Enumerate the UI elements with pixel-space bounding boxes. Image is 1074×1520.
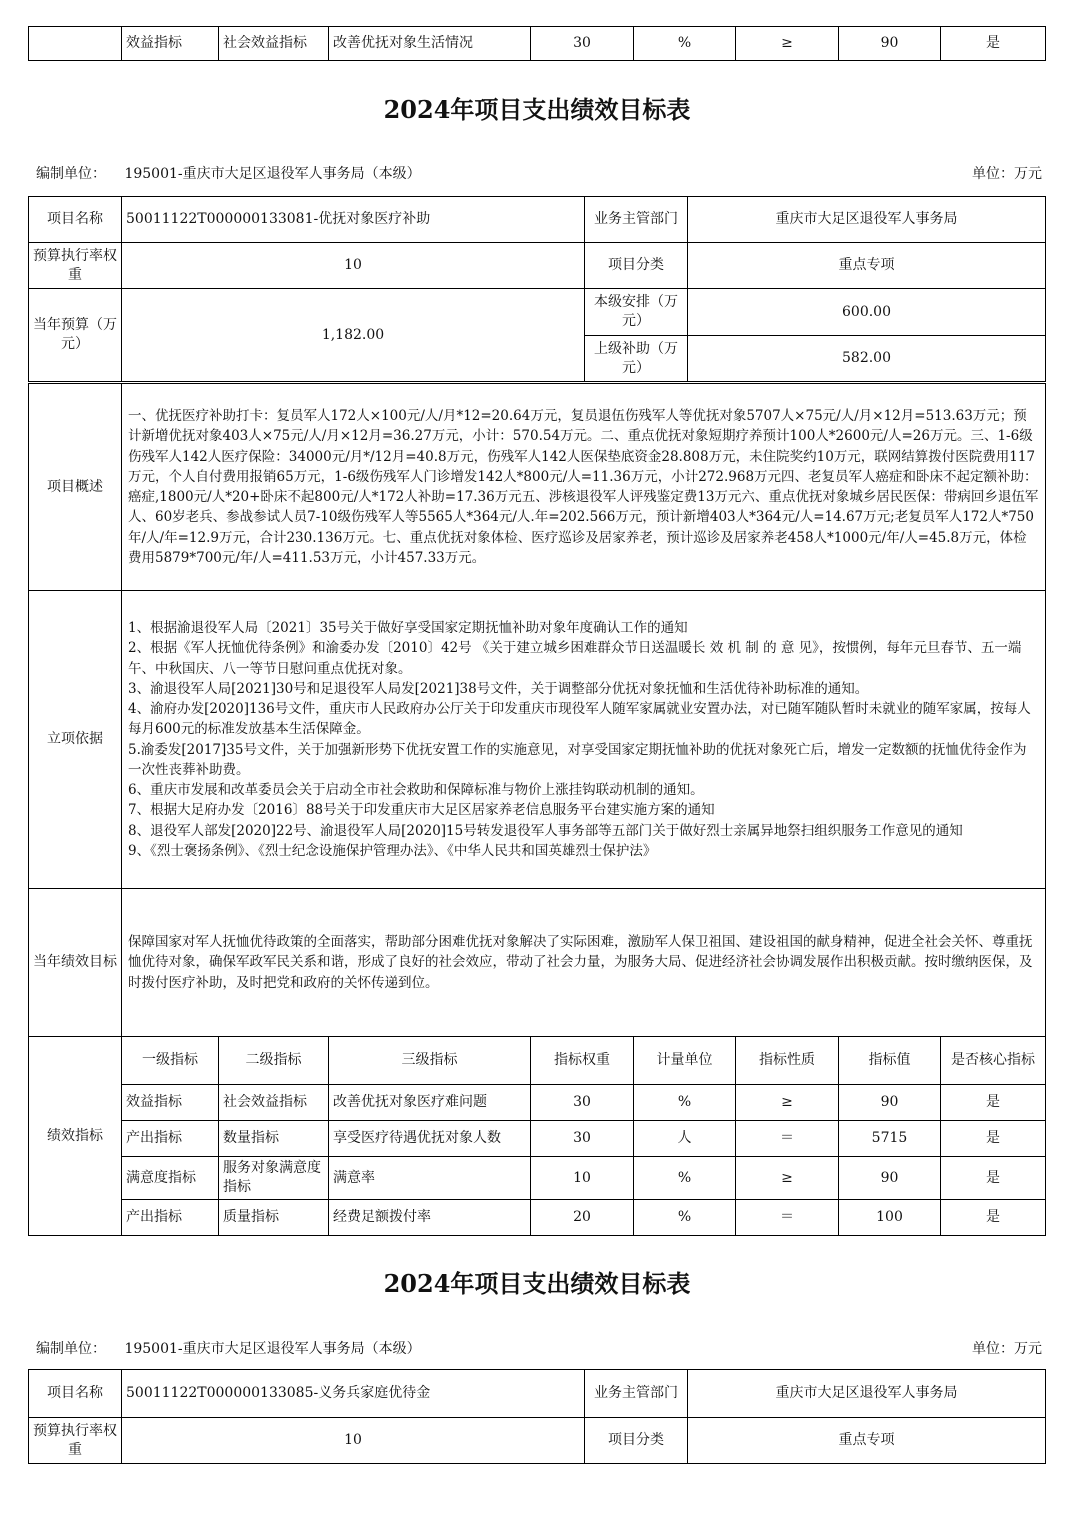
exec-weight-value: 10: [122, 243, 585, 289]
level1-cell: 效益指标: [122, 1085, 219, 1121]
level3-cell: 经费足额拨付率: [329, 1200, 531, 1236]
dept-value: 重庆市大足区退役军人事务局: [688, 197, 1046, 243]
header-cell: 一级指标: [122, 1037, 219, 1085]
table-row: [29, 384, 1046, 591]
header-cell: 指标性质: [736, 1037, 839, 1085]
basis-item: 2、根据《军人抚恤优待条例》和渝委办发〔2010〕42号 《关于建立城乡困难群众节日送温暖长 效 机 制 的 意 见》，按惯例，每年元旦春节、五一端午、中秋国庆、八一等节日慰问重点优抚对象。: [128, 640, 1022, 677]
compiler-unit-2: [36, 1338, 421, 1358]
table-row: [29, 1370, 1046, 1418]
value-cell: 90: [839, 1157, 941, 1200]
category-label: 项目分类: [585, 1418, 688, 1464]
compiler-unit-value: 195001-重庆市大足区退役军人事务局（本级）: [124, 1341, 421, 1357]
project-name-label: 项目名称: [29, 1370, 122, 1418]
basis-text: [122, 591, 1046, 889]
compiler-unit-value: 195001-重庆市大足区退役军人事务局（本级）: [124, 166, 421, 182]
table-row: [29, 289, 1046, 336]
unit-cell: %: [634, 1085, 736, 1121]
compiler-unit-label: 编制单位：: [36, 166, 106, 182]
nature-cell: ＝: [736, 1121, 839, 1157]
goal-label: 当年绩效目标: [29, 889, 122, 1037]
table-row: [29, 1121, 1046, 1157]
compiler-unit: [36, 163, 421, 183]
weight-cell: 30: [531, 27, 634, 61]
weight-cell: 30: [531, 1085, 634, 1121]
category-value: 重点专项: [688, 1418, 1046, 1464]
basis-item: 5.渝委发[2017]35号文件，关于加强新形势下优抚安置工作的实施意见，对享受国家定期抚恤补助的优抚对象死亡后，增发一定数额的抚恤优待金作为一次性丧葬补助费。: [128, 741, 1027, 778]
level2-cell: 数量指标: [219, 1121, 329, 1157]
basis-item: 9、《烈士褒扬条例》、《烈士纪念设施保护管理办法》、《中华人民共和国英雄烈士保护法》: [128, 842, 657, 859]
dept-label: 业务主管部门: [585, 1370, 688, 1418]
header-cell: 三级指标: [329, 1037, 531, 1085]
weight-cell: 10: [531, 1157, 634, 1200]
compiler-unit-label: 编制单位：: [36, 1341, 106, 1357]
header-cell: 二级指标: [219, 1037, 329, 1085]
page-title: 2024年项目支出绩效目标表: [383, 95, 691, 124]
core-cell: 是: [941, 1200, 1046, 1236]
category-label: 项目分类: [585, 243, 688, 289]
level2-cell: 社会效益指标: [219, 1085, 329, 1121]
level2-cell: 服务对象满意度指标: [219, 1157, 329, 1200]
table-row: [29, 197, 1046, 243]
level2-cell: 社会效益指标: [219, 27, 329, 61]
weight-cell: 20: [531, 1200, 634, 1236]
level1-cell: 产出指标: [122, 1200, 219, 1236]
weight-cell: 30: [531, 1121, 634, 1157]
project-name-value: 50011122T000000133081-优抚对象医疗补助: [122, 197, 585, 243]
basis-item: 6、重庆市发展和改革委员会关于启动全市社会救助和保障标准与物价上涨挂钩联动机制的通知。: [128, 782, 704, 798]
nature-cell: ≥: [736, 27, 839, 61]
unit-cell: %: [634, 1200, 736, 1236]
project-name-label: 项目名称: [29, 197, 122, 243]
unit-cell: 人: [634, 1121, 736, 1157]
basis-item: 1、根据渝退役军人局〔2021〕35号关于做好享受国家定期抚恤补助对象年度确认工作的通知: [128, 620, 688, 636]
level1-cell: 效益指标: [122, 27, 219, 61]
project-detail-table: [28, 383, 1046, 1037]
empty-cell: [29, 27, 122, 61]
upper-label: 上级补助（万元）: [585, 336, 688, 382]
core-cell: 是: [941, 27, 1046, 61]
performance-table: [28, 1036, 1046, 1236]
overview-label: 项目概述: [29, 384, 122, 591]
header-cell: 是否核心指标: [941, 1037, 1046, 1085]
table-row: [29, 591, 1046, 889]
level3-cell: 改善优抚对象生活情况: [329, 27, 531, 61]
exec-weight-label: 预算执行率权重: [29, 1418, 122, 1464]
unit-cell: %: [634, 1157, 736, 1200]
basis-item: 3、渝退役军人局[2021]30号和足退役军人局发[2021]38号文件，关于调整部分优抚对象抚恤和生活优待补助标准的通知。: [128, 680, 869, 697]
basis-label: 立项依据: [29, 591, 122, 889]
header-cell: 指标值: [839, 1037, 941, 1085]
local-value: 600.00: [688, 289, 1046, 336]
basis-item: 4、渝府办发[2020]136号文件，重庆市人民政府办公厅关于印发重庆市现役军人随军家属就业安置办法，对已随军随队暂时未就业的随军家属，按每人每月600元的标准发放基本生活保障金。: [128, 701, 1031, 738]
top-indicator-table: [28, 26, 1046, 61]
project-info-table: [28, 196, 1046, 382]
local-label: 本级安排（万元）: [585, 289, 688, 336]
goal-text: 保障国家对军人抚恤优待政策的全面落实，帮助部分困难优抚对象解决了实际困难，激励军人保卫祖国、建设祖国的献身精神，促进全社会关怀、尊重抚恤优待对象，确保军政军民关系和谐，形成了良好的社会效应，带动了社会力量，为服务大局、促进经济社会协调发展作出积极贡献。按时缴纳医保，及时拨付医疗补助，及时把党和政府的关怀传递到位。: [122, 889, 1046, 1037]
perf-label: 绩效指标: [29, 1037, 122, 1236]
table-row: [29, 1085, 1046, 1121]
header-cell: 计量单位: [634, 1037, 736, 1085]
basis-item: 8、退役军人部发[2020]22号、渝退役军人局[2020]15号转发退役军人事务部等五部门关于做好烈士亲属异地祭扫组织服务工作意见的通知: [128, 822, 963, 839]
level1-cell: 产出指标: [122, 1121, 219, 1157]
level3-cell: 满意率: [329, 1157, 531, 1200]
table-row: [29, 243, 1046, 289]
core-cell: 是: [941, 1121, 1046, 1157]
table-row: [29, 1157, 1046, 1200]
table-header-row: [29, 1037, 1046, 1085]
level2-cell: 质量指标: [219, 1200, 329, 1236]
nature-cell: ≥: [736, 1085, 839, 1121]
exec-weight-label: 预算执行率权重: [29, 243, 122, 289]
unit-cell: %: [634, 27, 736, 61]
core-cell: 是: [941, 1085, 1046, 1121]
budget-value: 1,182.00: [122, 289, 585, 382]
nature-cell: ＝: [736, 1200, 839, 1236]
table-row: [29, 27, 1046, 61]
money-unit: 单位：万元: [972, 166, 1042, 182]
basis-item: 7、根据大足府办发〔2016〕88号关于印发重庆市大足区居家养老信息服务平台建实施方案的通知: [128, 802, 715, 819]
value-cell: 5715: [839, 1121, 941, 1157]
level1-cell: 满意度指标: [122, 1157, 219, 1200]
project-info-table-2: [28, 1369, 1046, 1464]
upper-value: 582.00: [688, 336, 1046, 382]
table-row: [29, 1200, 1046, 1236]
level3-cell: 享受医疗待遇优抚对象人数: [329, 1121, 531, 1157]
table-row: [29, 1418, 1046, 1464]
dept-value: 重庆市大足区退役军人事务局: [688, 1370, 1046, 1418]
overview-text: 一、优抚医疗补助打卡：复员军人172人×100元/人/月*12=20.64万元，复员退伍伤残军人等优抚对象5707人×75元/人/月×12月=513.63万元；预计新增优抚对象403人×75元/人/月×12月=36.27万元，小计：570.54万元。二、重点优抚对象短期疗养预计100人*2600元/人=26万元。三、1-6级伤残军人142人医疗保险：34000元/月*/12月=40.8万元，伤残军人142人医保垫底资金28.808万元，未住院奖约10万元，联网结算拨付医院费用117万元，个人自付费用报销65万元，1-6级伤残军人门诊增发142人*800元/人=11.36万元，小计272.968万元四、老复员军人癌症和卧床不起定额补助：癌症,1800元/人*20+卧床不起800元/人*172人补助=17.36万元五、涉核退役军人评残鉴定费13万元六、重点优抚对象城乡居民医保：带病回乡退伍军人、60岁老兵、参战参试人员7-10级伤残军人等5565人*364元/人.年=202.566万元，预计新增403人*364元/人=14.67万元;老复员军人172人*750年/人/年=12.9万元，合计230.136万元。七、重点优抚对象体检、医疗巡诊及居家养老，预计巡诊及居家养老458人*1000元/年/人=45.8万元，体检费用5879*700元/年/人=411.53万元，小计457.33万元。: [122, 384, 1046, 591]
exec-weight-value: 10: [122, 1418, 585, 1464]
value-cell: 90: [839, 27, 941, 61]
budget-label: 当年预算（万元）: [29, 289, 122, 382]
table-row: [29, 889, 1046, 1037]
core-cell: 是: [941, 1157, 1046, 1200]
page-title-2: 2024年项目支出绩效目标表: [383, 1269, 691, 1298]
value-cell: 100: [839, 1200, 941, 1236]
level3-cell: 改善优抚对象医疗难问题: [329, 1085, 531, 1121]
money-unit-2: 单位：万元: [972, 1341, 1042, 1357]
nature-cell: ≥: [736, 1157, 839, 1200]
category-value: 重点专项: [688, 243, 1046, 289]
project-name-value: 50011122T000000133085-义务兵家庭优待金: [122, 1370, 585, 1418]
header-cell: 指标权重: [531, 1037, 634, 1085]
dept-label: 业务主管部门: [585, 197, 688, 243]
value-cell: 90: [839, 1085, 941, 1121]
